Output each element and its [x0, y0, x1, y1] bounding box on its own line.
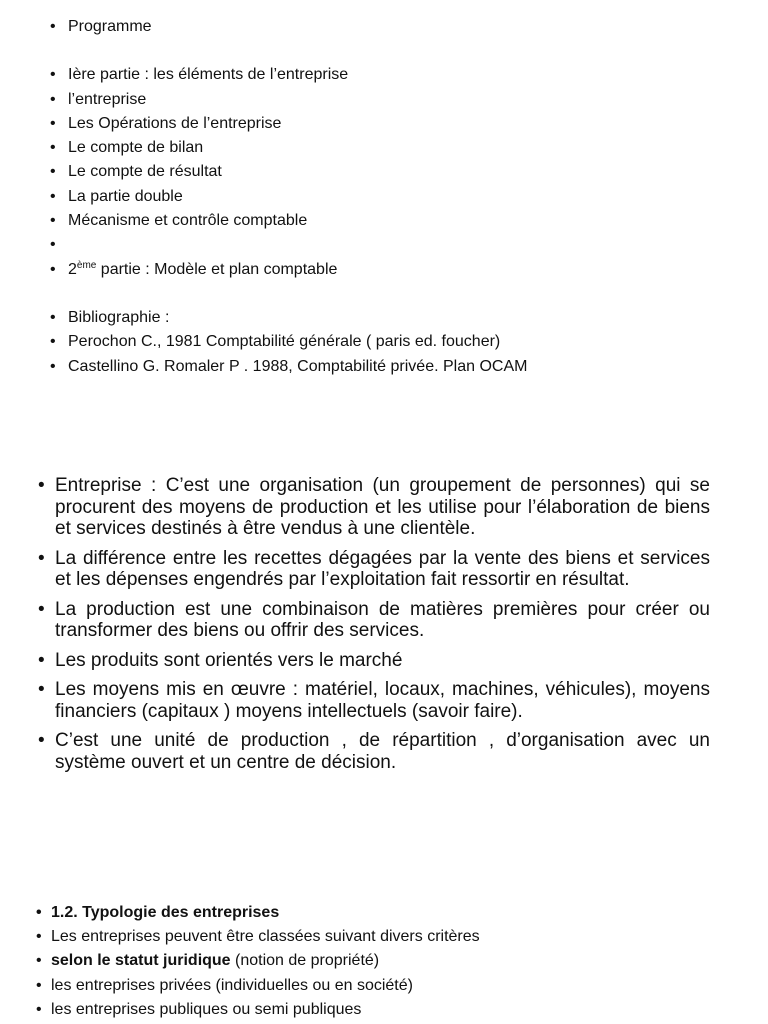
programme-item: • Mécanisme et contrôle comptable [50, 209, 740, 233]
definition-item: • Entreprise : C’est une organisation (un groupement de personnes) qui se procurent des moyens de production et les utilise pour l’élaboration de biens et services destinés à être vendus à une clientèle. [38, 475, 710, 540]
bibliography-title: • Bibliographie : [50, 306, 740, 330]
definition-item: • Les produits sont orientés vers le marché [38, 650, 710, 672]
programme-list [50, 15, 740, 379]
empty-bullet [50, 233, 740, 257]
typologie-item: • les entreprises publiques ou semi publiques [36, 998, 736, 1022]
definition-item: • C’est une unité de production , de répartition , d’organisation avec un système ouvert et un centre de décision. [38, 730, 710, 773]
definition-item: • La différence entre les recettes dégagées par la vente des biens et services et les dépenses engendrés par l’exploitation fait ressortir en résultat. [38, 548, 710, 591]
definition-item: • La production est une combinaison de matières premières pour créer ou transformer des biens ou offrir des services. [38, 599, 710, 642]
programme-item: • l’entreprise [50, 88, 740, 112]
part2-title [50, 258, 740, 282]
part2-rest: partie : Modèle et plan comptable [96, 260, 338, 278]
definitions-list [38, 475, 710, 781]
programme-title: • Programme [50, 15, 740, 39]
typologie-criterion [36, 949, 736, 973]
programme-item: • Le compte de bilan [50, 136, 740, 160]
criterion-rest: (notion de propriété) [230, 952, 380, 970]
programme-item: • Le compte de résultat [50, 160, 740, 184]
definition-item: • Les moyens mis en œuvre : matériel, locaux, machines, véhicules), moyens financiers (capitaux ) moyens intellectuels (savoir faire). [38, 679, 710, 722]
part1-title: • Ière partie : les éléments de l’entreprise [50, 63, 740, 87]
typologie-heading: • 1.2. Typologie des entreprises [36, 901, 736, 925]
typologie-item: • les entreprises privées (individuelles ou en société) [36, 974, 736, 998]
bibliography-item: • Perochon C., 1981 Comptabilité générale ( paris ed. foucher) [50, 330, 740, 354]
bibliography-item: • Castellino G. Romaler P . 1988, Comptabilité privée. Plan OCAM [50, 355, 740, 379]
programme-item: • Les Opérations de l’entreprise [50, 112, 740, 136]
criterion-bold: selon le statut juridique [51, 952, 231, 970]
typologie-intro: • Les entreprises peuvent être classées suivant divers critères [36, 925, 736, 949]
part2-prefix: 2 [68, 260, 77, 278]
part2-superscript: ème [76, 259, 97, 271]
programme-item: • La partie double [50, 185, 740, 209]
typologie-list [36, 901, 736, 1022]
